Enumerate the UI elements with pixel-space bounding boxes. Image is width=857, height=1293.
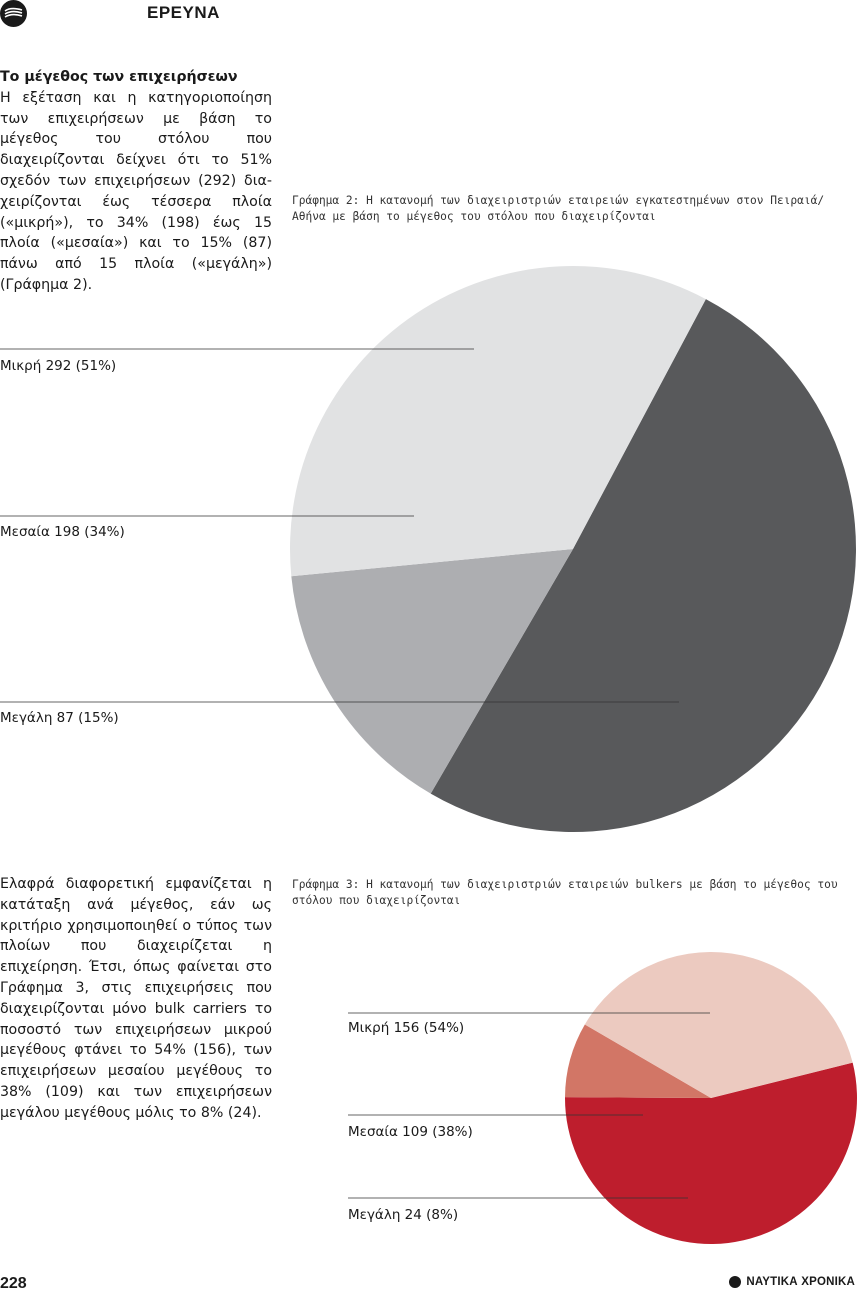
chart2-caption: Γράφημα 2: Η κατανομή των διαχειριστριών εταιρειών εγκατεστημένων στον Πειραιά/ Αθήνα με βάση το μέγεθος του στόλου που διαχειρίζονται bbox=[292, 194, 825, 223]
brand-name: ΝΑΥΤΙΚΑ ΧΡΟΝΙΚΑ bbox=[746, 1276, 855, 1288]
page-number: 228 bbox=[0, 1275, 27, 1292]
chart3-label-mesaia: Μεσαία 109 (38%) bbox=[348, 1124, 473, 1140]
chart2-label-megali: Μεγάλη 87 (15%) bbox=[0, 710, 119, 726]
paragraph: Η εξέταση και η κατηγοριοποίηση των επιχειρήσεων με βάση το μέγεθος του στόλου που διαχειρίζονται δείχνει ότι το 51% σχεδόν των επιχειρήσεων (292) διαχειρίζονται έως τέσσερα πλοία («μικρή»), το 34% (198) έως 15 πλοία («μεσαία») και το 15% (87) πάνω από 15 πλοία («μεγάλη») (Γράφημα 2). bbox=[0, 89, 272, 293]
subheading: Το μέγεθος των επιχειρήσεων bbox=[0, 69, 238, 85]
brand-logo-icon bbox=[729, 1276, 741, 1288]
footer-brand bbox=[729, 1276, 855, 1288]
chart3-label-mikri: Μικρή 156 (54%) bbox=[348, 1020, 465, 1036]
chart2-label-mikri: Μικρή 292 (51%) bbox=[0, 358, 117, 374]
chart3-caption: Γράφημα 3: Η κατανομή των διαχειριστριών εταιρειών bulkers με βάση το μέγεθος του στόλου που διαχειρίζονται bbox=[292, 878, 838, 907]
chart2-label-mesaia: Μεσαία 198 (34%) bbox=[0, 524, 125, 540]
section-title: ΕΡΕΥΝΑ bbox=[147, 3, 220, 22]
paragraph: Ελαφρά διαφορετική εμφανίζεται η κατάταξη ανά μέγεθος, εάν ως κριτήριο χρησιμοποιηθεί ο τύπος των πλοίων που διαχειρίζεται η επιχείρηση. Έτσι, όπως φαίνεται στο Γράφημα 3, στις επιχειρήσεις που διαχειρίζονται μόνο bulk carriers το ποσοστό των επιχειρήσεων μικρού μεγέθους φτάνει το 54% (156), των επιχειρήσεων μεσαίου μεγέθους το 38% (109) και των επιχειρήσεων μεγάλου μεγέθους μόλις το 8% (24). bbox=[0, 876, 272, 1121]
chart3-label-megali: Μεγάλη 24 (8%) bbox=[348, 1207, 459, 1223]
